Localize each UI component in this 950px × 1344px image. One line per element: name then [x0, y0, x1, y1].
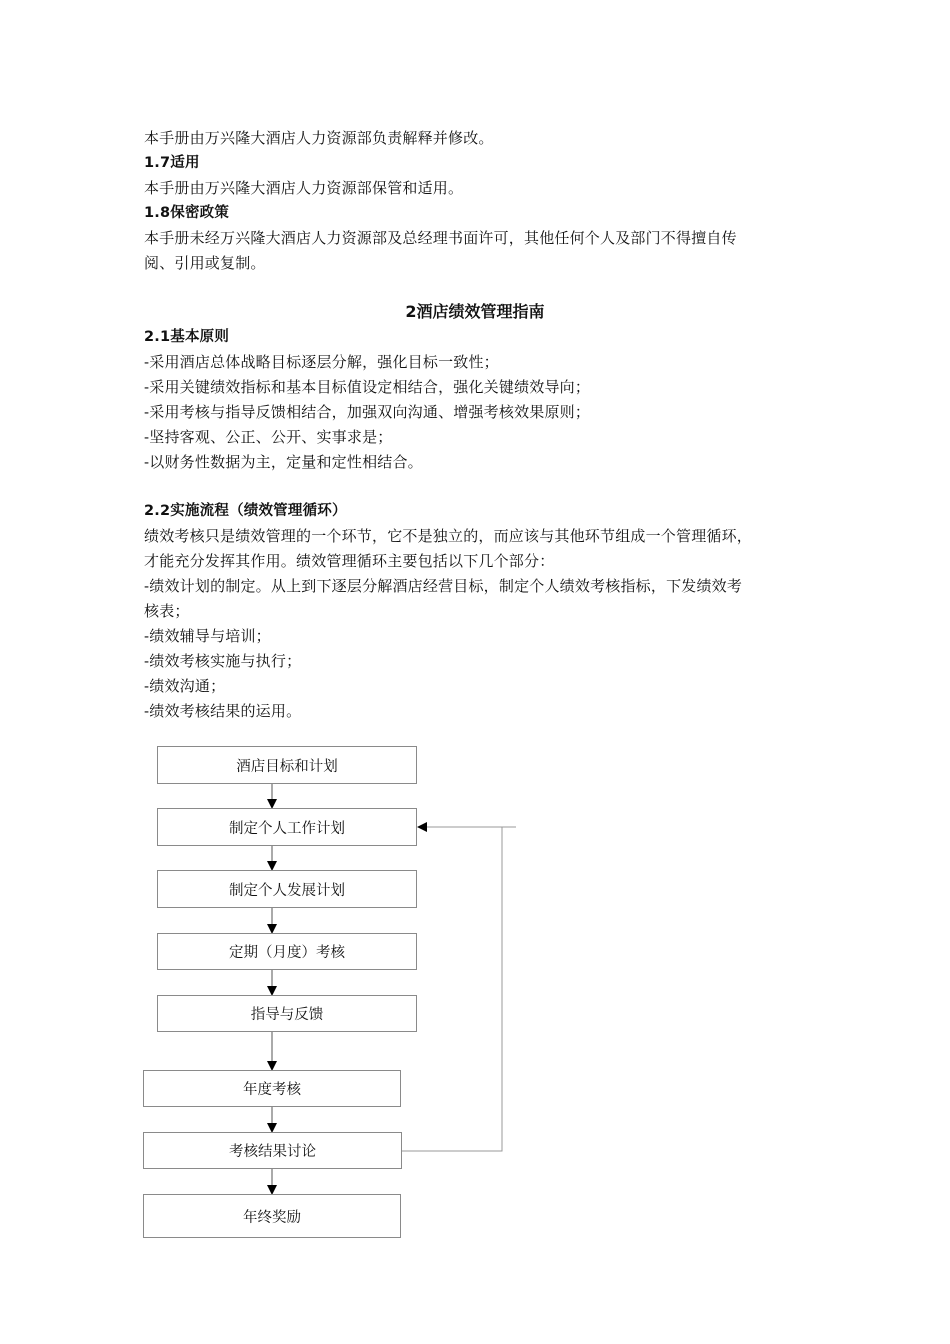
flow-step-guidance-feedback: 指导与反馈: [157, 995, 417, 1032]
part-item: 核表；: [144, 602, 190, 620]
flow-step-year-end-reward: 年终奖励: [143, 1194, 401, 1238]
flow-step-development-plan: 制定个人发展计划: [157, 870, 417, 908]
flow-step-work-plan: 制定个人工作计划: [157, 808, 417, 846]
part-item: -绩效沟通；: [144, 677, 226, 695]
principle-item: -采用关键绩效指标和基本目标值设定相结合，强化关键绩效导向；: [144, 378, 591, 396]
principle-item: -采用考核与指导反馈相结合，加强双向沟通、增强考核效果原则；: [144, 403, 591, 421]
section-title: 2酒店绩效管理指南: [405, 302, 545, 321]
paragraph-interpretation: 本手册由万兴隆大酒店人力资源部负责解释并修改。: [144, 129, 494, 147]
flow-step-result-discussion: 考核结果讨论: [143, 1132, 402, 1169]
part-item: -绩效考核实施与执行；: [144, 652, 302, 670]
intro-line-2: 才能充分发挥其作用。绩效管理循环主要包括以下几个部分：: [144, 552, 555, 570]
paragraph-secret-line-2: 阅、引用或复制。: [144, 254, 266, 272]
heading-1-8: 1.8保密政策: [144, 205, 230, 221]
intro-line-1: 绩效考核只是绩效管理的一个环节，它不是独立的，而应该与其他环节组成一个管理循环，: [144, 527, 753, 545]
flow-step-hotel-goals: 酒店目标和计划: [157, 746, 417, 784]
flow-step-annual-review: 年度考核: [143, 1070, 401, 1107]
part-item: -绩效考核结果的运用。: [144, 702, 302, 720]
paragraph-secret-line-1: 本手册未经万兴隆大酒店人力资源部及总经理书面许可，其他任何个人及部门不得擅自传: [144, 229, 737, 247]
principle-item: -采用酒店总体战略目标逐层分解，强化目标一致性；: [144, 353, 499, 371]
heading-2-1: 2.1基本原则: [144, 329, 230, 345]
feedback-loop-line: [402, 827, 502, 1151]
heading-1-7: 1.7适用: [144, 155, 200, 171]
heading-2-2: 2.2实施流程（绩效管理循环）: [144, 503, 347, 519]
part-item: -绩效计划的制定。从上到下逐层分解酒店经营目标，制定个人绩效考核指标，下发绩效考: [144, 577, 743, 595]
principle-item: -以财务性数据为主，定量和定性相结合。: [144, 453, 423, 471]
part-item: -绩效辅导与培训；: [144, 627, 271, 645]
flow-step-monthly-review: 定期（月度）考核: [157, 933, 417, 970]
principle-item: -坚持客观、公正、公开、实事求是；: [144, 428, 393, 446]
paragraph-apply: 本手册由万兴隆大酒店人力资源部保管和适用。: [144, 179, 464, 197]
